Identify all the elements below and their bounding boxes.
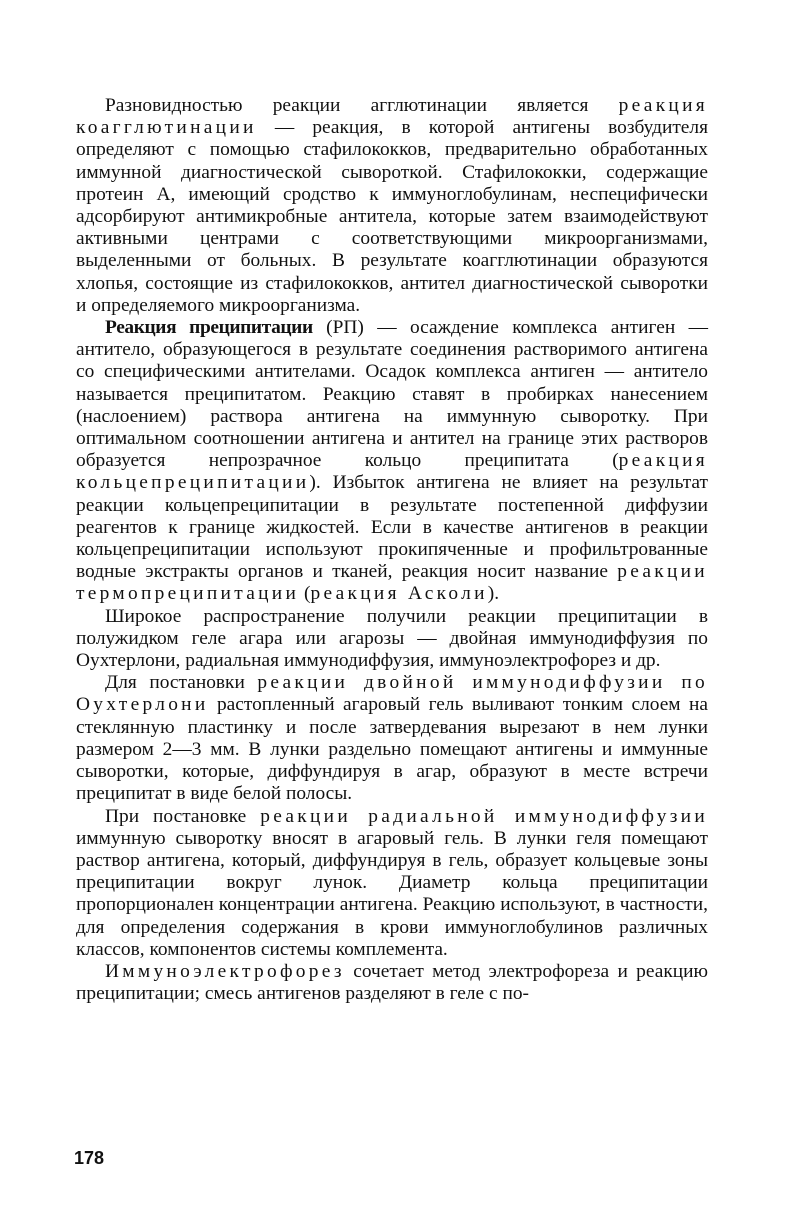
text-run: ). (487, 583, 500, 605)
paragraph-precipitation (76, 317, 708, 606)
page-body (76, 95, 708, 1005)
term-double-immunodiffusion: реакции двойной иммунодиффузии по Оухтерлони (76, 672, 708, 716)
page-number: 178 (74, 1148, 105, 1168)
paragraph-coagglutination (76, 95, 708, 317)
term-ascoli-reaction: реакция Асколи (310, 583, 488, 605)
paragraph-radial-immunodiffusion (76, 806, 708, 961)
term-radial-immunodiffusion: реакции радиальной иммунодиффузии (260, 805, 708, 827)
text-run: растопленный агаровый гель выливают тонким слоем на стеклянную пластинку и после затвердевания вырезают в нем лунки размером 2—3 мм. В лунки раздельно помещают антигены и иммунные сыворотки, которые, диффундируя в агар, образуют в месте встречи преципитат в виде белой полосы. (76, 694, 708, 805)
term-immunoelectrophoresis: Иммуноэлектрофорез (105, 960, 345, 982)
paragraph-double-immunodiffusion (76, 672, 708, 805)
text-run: ( (299, 583, 311, 605)
text-run: Широкое распространение получили реакции преципитации в полужидком геле агара или агарозы — двойная иммунодиффузия по Оухтерлони, радиальная иммунодиффузия, иммуноэлектрофорез и др. (76, 605, 708, 672)
term-ring-precipitation: реакция кольцепреципитации (76, 450, 708, 494)
paragraph-gel-reactions (76, 606, 708, 673)
text-run: Разновидностью реакции агглютинации является (105, 95, 619, 116)
text-run: При постановке (105, 805, 261, 827)
text-run: — реакция, в которой антигены возбудителя определяют с помощью стафилококков, предварительно обработанных иммунной диагностической сывороткой. Стафилококки, содержащие протеин А, имеющий сродство к иммуноглобулинам, неспецифически адсорбируют антимикробные антитела, которые затем взаимодействуют активными центрами с соответствующими микроорганизмами, выделенными от больных. В результате коагглютинации образуются хлопья, состоящие из стафилококков, антител диагностической сыворотки и определяемого микроорганизма. (76, 117, 708, 316)
term-thermoprecipitation: реакции термопреципитации (76, 561, 708, 605)
text-run: иммунную сыворотку вносят в агаровый гель. В лунки геля помещают раствор антигена, который, диффундируя в гель, образует кольцевые зоны преципитации вокруг лунок. Диаметр кольца преципитации пропорционален концентрации антигена. Реакцию используют, в частности, для определения содержания в крови иммуноглобулинов различных классов, компонентов системы комплемента. (76, 827, 708, 960)
text-run: ). Избыток антигена не влияет на результат реакции кольцепреципитации в результате постепенной диффузии реагентов к границе жидкостей. Если в качестве антигенов в реакции кольцепреципитации используют прокипяченные и профильтрованные водные экстракты органов и тканей, реакция носит название (76, 472, 708, 583)
text-run: сочетает метод электрофореза и реакцию преципитации; смесь антигенов разделяют в геле с по- (76, 960, 708, 1005)
text-run: Для постановки (105, 672, 258, 694)
term-coagglutination: реакция коагглютинации (76, 95, 708, 139)
term-precipitation-heading: Реакция преципитации (105, 317, 313, 339)
paragraph-immunoelectrophoresis (76, 961, 708, 1005)
text-run: (РП) — осаждение комплекса антиген — антитело, образующегося в результате соединения растворимого антигена со специфическими антителами. Осадок комплекса антиген — антитело называется преципитатом. Реакцию ставят в пробирках нанесением (наслоением) раствора антигена на иммунную сыворотку. При оптимальном соотношении антигена и антител на границе этих растворов образуется непрозрачное кольцо преципитата ( (76, 317, 708, 472)
